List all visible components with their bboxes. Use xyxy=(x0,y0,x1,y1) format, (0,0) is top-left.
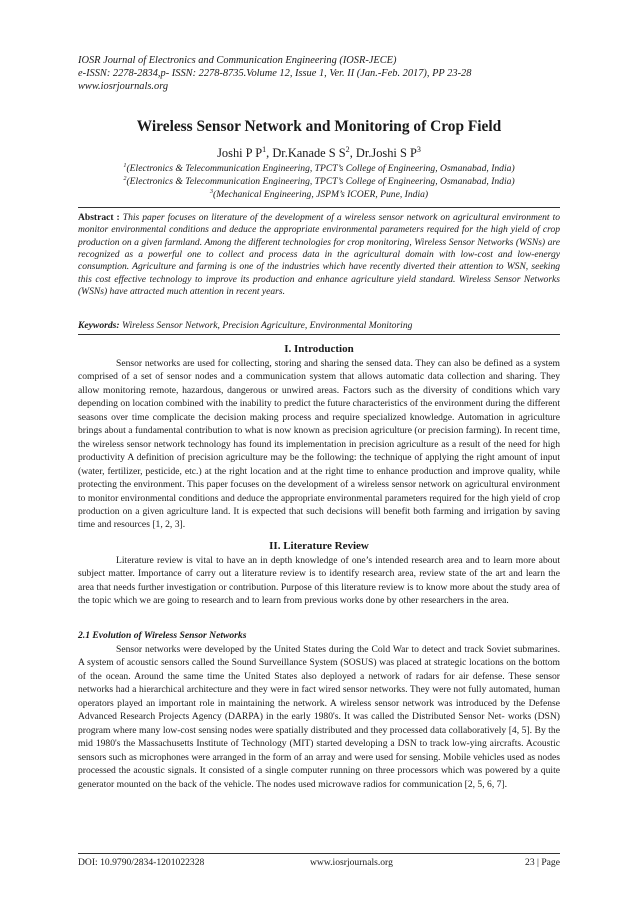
author-affiliation-mark: 1 xyxy=(262,144,267,154)
affiliation-line xyxy=(78,189,560,202)
abstract xyxy=(78,212,560,298)
affiliation-text: (Electronics & Telecommunication Engineering, TPCT’s College of Engineering, Osmanabad, India) xyxy=(126,163,515,174)
introduction-paragraph xyxy=(78,357,560,532)
introduction-text: Sensor networks are used for collecting, storing and sharing the sensed data. They can also be defined as a system comprised of a set of sensor nodes and a communication system that allows automatic data collection and sharing. They allow monitoring remote, hazardous, dangerous or unwired areas. Factors such as the diversity of conditions which vary depending on location combined with the inability to predict the future characteristics of the environment during the different seasons over time complicate the decision making process and require specialized knowledge. Automation in agriculture brings about a fundamental contribution to what is now known as precision agriculture (or precision farming). In recent time, the wireless sensor network technology has found its implementation in precision agriculture as a result of the need for high productivity A definition of precision agriculture may be the following: the technique of applying the right amount of input (water, fertilizer, pesticide, etc.) at the right location and at the right time to enhance production and improve quality, while protecting the environment. This paper focuses on the development of a wireless sensor network on agricultural environment to monitor environmental conditions and deduce the appropriate environmental parameters required for the high yield of crop production on a given agriculture land. It is expected that such decisions will benefit both farming and irrigation by saving time and resources [1, 2, 3]. xyxy=(78,358,560,531)
literature-review-text: Literature review is vital to have an in depth knowledge of one’s intended research area and to learn more about subject matter. Importance of carry out a literature review is to identify research area, review state of the art and learn the area that needs further investigation or contribution. Purpose of this literature review is to know more about the study area of the topic which we are going to research and to learn from previous works done by other researchers in the area. xyxy=(78,555,560,607)
journal-website[interactable]: www.iosrjournals.org xyxy=(78,81,169,93)
affiliation-mark: 1 xyxy=(123,161,127,169)
author-separator: , xyxy=(266,146,273,160)
paper-title: Wireless Sensor Network and Monitoring of Crop Field xyxy=(136,118,502,135)
author-list xyxy=(78,146,560,161)
divider-top xyxy=(78,207,560,208)
affiliation-mark: 3 xyxy=(209,187,214,195)
subsection-heading: 2.1 Evolution of Wireless Sensor Networks xyxy=(78,630,247,641)
keywords-text: Wireless Sensor Network, Precision Agriculture, Environmental Monitoring xyxy=(121,320,413,331)
abstract-label: Abstract : xyxy=(78,212,120,223)
author-separator: , xyxy=(349,146,356,160)
journal-header xyxy=(78,54,560,94)
footer-rule xyxy=(78,853,560,854)
subsection-text: Sensor networks were developed by the United States during the Cold War to detect and track Soviet submarines. A system of acoustic sensors called the Sound Surveillance System (SOSUS) was placed at strategic locations on the bottom of the ocean. Around the same time the United States also deployed a network of radars for air defense. These sensor networks had a hierarchical architecture and they were in fact wired sensor networks. They were not fully automated, human operators played an important role in maintaining the network. A wireless sensor network was introduced by the Defense Advanced Research Projects Agency (DARPA) in the early 1980's. It was called the Distributed Sensor Net- works (DSN) program where many low-cost sensing nodes were spatially distributed and they processed data collaboratively [4, 5]. By the mid 1980's the Massachusetts Institute of Technology (MIT) started developing a DSN to track low-ying aircrafts. Acoustic sensors such as microphones were arranged in the form of an array and were used for sensing. Mobile vehicles used as nodes processed the acoustic signals. It consisted of a single computer running on three processors which was powered by a quite generator mounted on the back of the vehicle. The nodes used microwave radios for communication [2, 5, 6, 7]. xyxy=(78,644,560,790)
footer-website[interactable]: www.iosrjournals.org xyxy=(310,857,393,868)
author-name: Joshi P P xyxy=(217,146,263,160)
affiliation-line xyxy=(78,176,560,189)
author-affiliation-mark: 2 xyxy=(345,144,350,154)
author-affiliation-mark: 3 xyxy=(416,144,421,154)
affiliation-text: (Electronics & Telecommunication Engineering, TPCT’s College of Engineering, Osmanabad, India) xyxy=(126,175,515,187)
footer-doi: DOI: 10.9790/2834-1201022328 xyxy=(78,857,205,868)
affiliation-list xyxy=(78,163,560,201)
divider-bottom xyxy=(78,334,560,335)
section-heading-literature-review: II. Literature Review xyxy=(269,540,369,552)
abstract-text: This paper focuses on literature of the development of a wireless sensor network on agricultural environment to monitor environmental conditions and deduce the appropriate environmental parameters required for the high yield of crop production on a given farmland. Among the different technologies for crop monitoring, Wireless Sensor Networks (WSNs) are recognized as a powerful one to collect and process data in the agricultural domain with low-cost and low-energy consumption. Agriculture and farming is one of the industries which have recently diverted their attention to WSN, seeking this cost effective technology to improve its production and enhance agriculture yield standard. Wireless Sensor Networks (WSNs) have attracted much attention in recent years. xyxy=(78,212,560,298)
keywords xyxy=(78,320,560,331)
author-name: Dr.Kanade S S xyxy=(272,146,346,160)
author-name: Dr.Joshi S P xyxy=(355,146,417,160)
affiliation-mark: 2 xyxy=(123,174,127,182)
section-heading-introduction: I. Introduction xyxy=(284,343,354,355)
keywords-label: Keywords: xyxy=(78,320,120,331)
issn-line: e-ISSN: 2278-2834,p- ISSN: 2278-8735.Volume 12, Issue 1, Ver. II (Jan.-Feb. 2017), PP 23-28 xyxy=(78,68,472,80)
journal-name: IOSR Journal of Electronics and Communication Engineering (IOSR-JECE) xyxy=(78,55,397,66)
affiliation-line xyxy=(78,163,560,176)
literature-review-paragraph xyxy=(78,554,560,608)
subsection-paragraph xyxy=(78,643,560,791)
affiliation-text: (Mechanical Engineering, JSPM’s ICOER, Pune, India) xyxy=(213,188,429,200)
footer-page-number: 23 | Page xyxy=(525,857,560,868)
